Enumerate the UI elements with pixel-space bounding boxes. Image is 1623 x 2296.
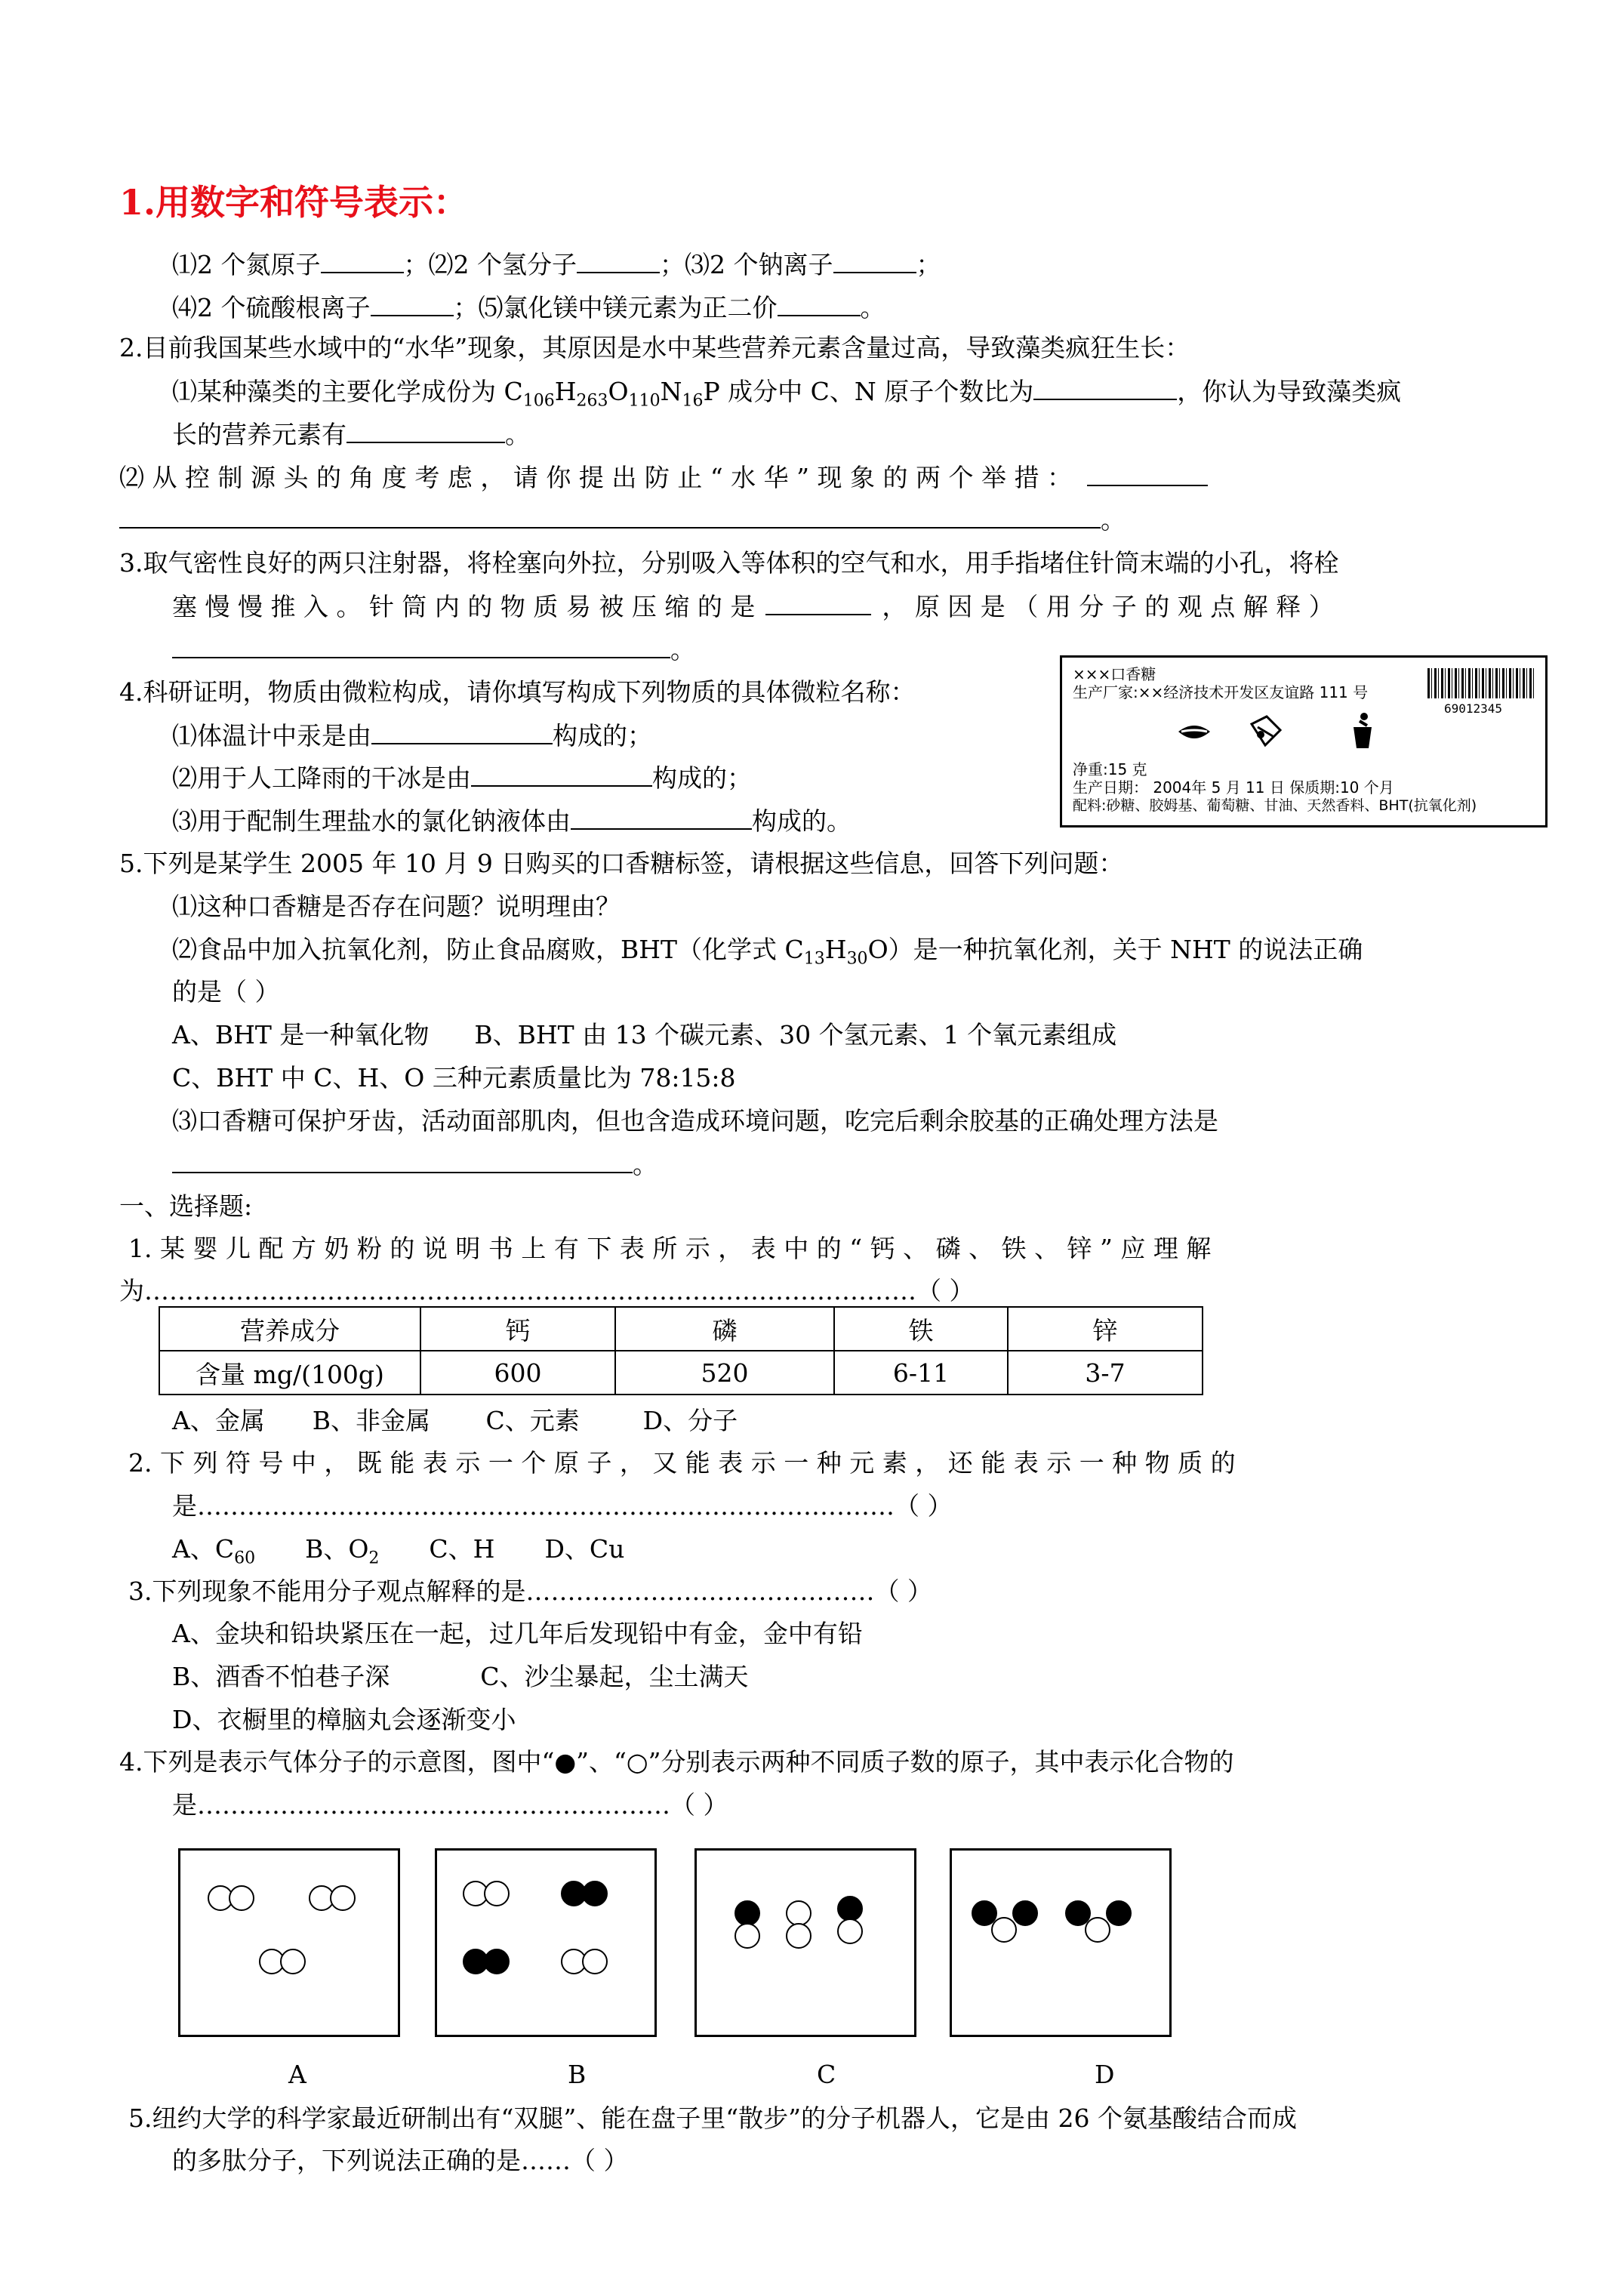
white-atom	[1085, 1917, 1110, 1943]
text: 。	[505, 420, 530, 449]
q1-item4: ⑷2 个硫酸根离子	[172, 293, 371, 322]
option-a[interactable]: A、金块和铅块紧压在一起，过几年后发现铅中有金，金中有铅	[172, 1619, 863, 1648]
white-atom	[484, 1881, 510, 1906]
q2-sub1-line1	[172, 376, 1401, 417]
text: 。	[1101, 505, 1126, 535]
table-cell: 含量 mg/(100g)	[159, 1351, 420, 1395]
c5-stem-line2: 的多肽分子，下列说法正确的是……（ ）	[172, 2146, 629, 2175]
table-row	[159, 1351, 1203, 1395]
table-cell: 钙	[420, 1307, 615, 1351]
answer-blank[interactable]	[1087, 462, 1208, 486]
black-atom	[1012, 1900, 1038, 1926]
text: 。	[633, 1150, 658, 1179]
table-header-row	[159, 1307, 1203, 1351]
text: ， 原 因 是 （ 用 分 子 的 观 点 解 释 ）	[882, 592, 1334, 621]
q2-sub2-line1	[119, 462, 1208, 493]
table-cell: 锌	[1008, 1307, 1203, 1351]
text: H	[554, 377, 577, 406]
white-atom	[582, 1949, 608, 1974]
punct: 。	[860, 293, 885, 322]
q1-item2: ；⑵2 个氢分子	[403, 250, 577, 279]
c1-options[interactable]: A、金属 B、非金属 C、元素 D、分子	[172, 1406, 738, 1435]
text: ⑴体温计中汞是由	[172, 721, 371, 750]
c4-stem-line2: 是…………………………………………………（ ）	[172, 1790, 728, 1820]
option-d[interactable]: D、衣橱里的樟脑丸会逐渐变小	[172, 1705, 516, 1734]
q5-sub2-line2: 的是（ ）	[172, 977, 280, 1006]
white-atom	[991, 1917, 1017, 1943]
answer-blank[interactable]	[471, 763, 652, 787]
table-cell: 600	[420, 1351, 615, 1395]
q3-line3	[172, 634, 695, 665]
diagram-box-c[interactable]	[694, 1848, 916, 2037]
answer-blank[interactable]	[571, 806, 752, 830]
text: ，你认为导致藻类疯	[1177, 377, 1402, 406]
option-c[interactable]: C、H	[429, 1534, 495, 1564]
white-atom	[735, 1923, 760, 1949]
q5-sub1: ⑴这种口香糖是否存在问题？说明理由？	[172, 892, 621, 921]
diagram-label-b: B	[568, 2060, 587, 2089]
answer-blank[interactable]	[119, 504, 1101, 529]
gum-date: 生产日期： 2004年 5 月 11 日 保质期:10 个月	[1073, 778, 1394, 797]
text: O	[608, 377, 629, 406]
q5-sub3-line2	[172, 1149, 658, 1180]
barcode-icon	[1427, 668, 1535, 698]
black-atom	[735, 1900, 760, 1926]
text: H	[824, 935, 847, 964]
answer-blank[interactable]	[1033, 376, 1177, 400]
gum-net-weight: 净重:15 克	[1073, 760, 1147, 778]
subscript: 263	[576, 391, 608, 411]
text: 长的营养元素有	[172, 420, 346, 449]
q2-sub1-line2	[172, 419, 530, 450]
option-a[interactable]: A、BHT 是一种氧化物	[172, 1020, 430, 1049]
subscript: 106	[522, 391, 555, 411]
answer-blank[interactable]	[371, 720, 553, 744]
gum-maker: 生产厂家:××经济技术开发区友谊路 111 号	[1073, 683, 1369, 701]
table-cell: 6-11	[834, 1351, 1008, 1395]
q4-sub1	[172, 720, 652, 751]
diagram-box-b[interactable]	[435, 1848, 657, 2037]
lips-icon	[1175, 717, 1213, 747]
answer-blank[interactable]	[321, 249, 404, 273]
c4-stem-line1: 4.下列是表示气体分子的示意图，图中“●”、“○”分别表示两种不同质子数的原子，其中表示化合物的	[119, 1747, 1234, 1777]
diagram-box-a[interactable]	[178, 1848, 400, 2037]
q4-sub3	[172, 806, 852, 837]
q1-item3: ；⑶2 个钠离子	[660, 250, 833, 279]
text: ⑵用于人工降雨的干冰是由	[172, 763, 471, 793]
section-title: 1.用数字和符号表示：	[119, 182, 469, 223]
c3-opt-row	[172, 1662, 749, 1692]
q3-line1: 3.取气密性良好的两只注射器，将栓塞向外拉，分别吸入等体积的空气和水，用手指堵住针筒末端的小孔，将栓	[119, 548, 1339, 578]
black-atom	[582, 1881, 608, 1906]
diagram-label-a: A	[288, 2060, 306, 2089]
trash-bin-icon	[1346, 712, 1379, 750]
section-heading: 一、选择题:	[119, 1191, 253, 1221]
q3-line2	[172, 591, 1334, 622]
c5-stem-line1: 5.纽约大学的科学家最近研制出有“双腿”、能在盘子里“散步”的分子机器人，它是由 26 个氨基酸结合而成	[128, 2103, 1297, 2133]
subscript: 30	[846, 949, 868, 969]
white-atom	[280, 1949, 306, 1974]
table-cell: 营养成分	[159, 1307, 420, 1351]
option-b[interactable]: B、酒香不怕巷子深	[172, 1662, 390, 1691]
c1-stem-line2: 为…………………………………………………………………………………（ ）	[119, 1276, 975, 1305]
c2-stem-line1: 2. 下 列 符 号 中 ， 既 能 表 示 一 个 原 子 ， 又 能 表 示 一 种 元 素 ， 还 能 表 示 一 种 物 质 的	[128, 1448, 1236, 1478]
q2-stem: 2.目前我国某些水域中的“水华”现象，其原因是水中某些营养元素含量过高，导致藻类疯狂生长：	[119, 333, 1190, 362]
answer-blank[interactable]	[577, 249, 660, 273]
answer-blank[interactable]	[833, 249, 916, 273]
diagram-label-c: C	[817, 2060, 836, 2089]
text: ⑵ 从 控 制 源 头 的 角 度 考 虑 ， 请 你 提 出 防 止 “ 水 华 ” 现 象 的 两 个 举 措 ：	[119, 463, 1072, 492]
text: B、O	[305, 1534, 369, 1564]
white-atom	[330, 1885, 356, 1911]
text: ⑶用于配制生理盐水的氯化钠液体由	[172, 806, 571, 836]
option-b[interactable]	[305, 1534, 380, 1568]
text: 构成的。	[752, 806, 852, 836]
q5-sub3: ⑶口香糖可保护牙齿，活动面部肌肉，但也含造成环境问题，吃完后剩余胶基的正确处理方法是	[172, 1106, 1218, 1136]
table-cell: 磷	[615, 1307, 834, 1351]
option-a[interactable]	[172, 1534, 256, 1568]
answer-blank[interactable]	[172, 634, 670, 658]
text: O）是一种抗氧化剂，关于 NHT 的说法正确	[867, 935, 1363, 964]
text: N	[660, 377, 682, 406]
q5-stem: 5.下列是某学生 2005 年 10 月 9 日购买的口香糖标签，请根据这些信息，回答下列问题：	[119, 849, 1124, 878]
q1-item1: ⑴2 个氮原子	[172, 250, 321, 279]
text: 构成的；	[553, 721, 652, 750]
gum-name: ×××口香糖	[1073, 665, 1156, 683]
c1-stem-line1: 1. 某 婴 儿 配 方 奶 粉 的 说 明 书 上 有 下 表 所 示 ， 表 中 的 “ 钙 、 磷 、 铁 、 锌 ” 应 理 解	[128, 1234, 1212, 1263]
answer-blank[interactable]	[778, 292, 861, 316]
black-atom	[1106, 1900, 1132, 1926]
subscript: 2	[368, 1549, 380, 1568]
nutrition-table	[159, 1306, 1203, 1395]
q1-line1	[172, 249, 941, 280]
text: 塞 慢 慢 推 入 。 针 筒 内 的 物 质 易 被 压 缩 的 是	[172, 592, 756, 621]
text: ⑵食品中加入抗氧化剂，防止食品腐败，BHT（化学式 C	[172, 935, 804, 964]
text: P 成分中 C、N 原子个数比为	[703, 377, 1034, 406]
option-c[interactable]: C、BHT 中 C、H、O 三种元素质量比为 78:15:8	[172, 1063, 736, 1093]
c3-stem: 3.下列现象不能用分子观点解释的是……………………………………（ ）	[128, 1576, 932, 1606]
subscript: 13	[803, 949, 825, 969]
table-cell: 3-7	[1008, 1351, 1203, 1395]
c2-stem-line2: 是…………………………………………………………………………（ ）	[172, 1491, 953, 1521]
answer-blank[interactable]	[172, 1149, 633, 1173]
diagram-box-d[interactable]	[950, 1848, 1172, 2037]
q5-sub2-line1	[172, 935, 1363, 975]
option-d[interactable]: D、Cu	[544, 1534, 625, 1564]
text: 构成的；	[652, 763, 752, 793]
table-cell: 520	[615, 1351, 834, 1395]
subscript: 110	[628, 391, 661, 411]
q1-item5: ；⑸氯化镁中镁元素为正二价	[453, 293, 778, 322]
barcode-number: 69012345	[1444, 701, 1503, 716]
tooth-brush-icon	[1247, 713, 1285, 748]
q5-opt-row1	[172, 1020, 1116, 1050]
option-b[interactable]: B、BHT 由 13 个碳元素、30 个氢元素、1 个氧元素组成	[474, 1020, 1117, 1049]
white-atom	[837, 1918, 863, 1944]
text: ⑴某种藻类的主要化学成份为 C	[172, 377, 523, 406]
black-atom	[484, 1949, 510, 1974]
text: A、C	[172, 1534, 235, 1564]
answer-blank[interactable]	[371, 292, 454, 316]
gum-ingredients: 配料:砂糖、胶姆基、葡萄糖、甘油、天然香料、BHT(抗氧化剂)	[1073, 797, 1477, 814]
black-atom	[837, 1896, 863, 1922]
option-c[interactable]: C、沙尘暴起，尘土满天	[480, 1662, 749, 1691]
white-atom	[786, 1923, 812, 1949]
answer-blank[interactable]	[765, 591, 871, 615]
q4-sub2	[172, 763, 752, 794]
subscript: 60	[234, 1549, 256, 1568]
answer-blank[interactable]	[346, 419, 505, 443]
q4-stem: 4.科研证明，物质由微粒构成，请你填写构成下列物质的具体微粒名称：	[119, 677, 916, 707]
subscript: 16	[682, 391, 704, 411]
white-atom	[786, 1900, 812, 1926]
white-atom	[229, 1885, 254, 1911]
q1-line2	[172, 292, 885, 323]
text: 。	[670, 635, 695, 664]
table-cell: 铁	[834, 1307, 1008, 1351]
diagram-label-d: D	[1095, 2060, 1115, 2089]
q2-sub2-line2	[119, 504, 1126, 535]
c2-options	[172, 1534, 624, 1574]
gum-label-image	[1060, 655, 1548, 827]
punct: ；	[916, 250, 941, 279]
